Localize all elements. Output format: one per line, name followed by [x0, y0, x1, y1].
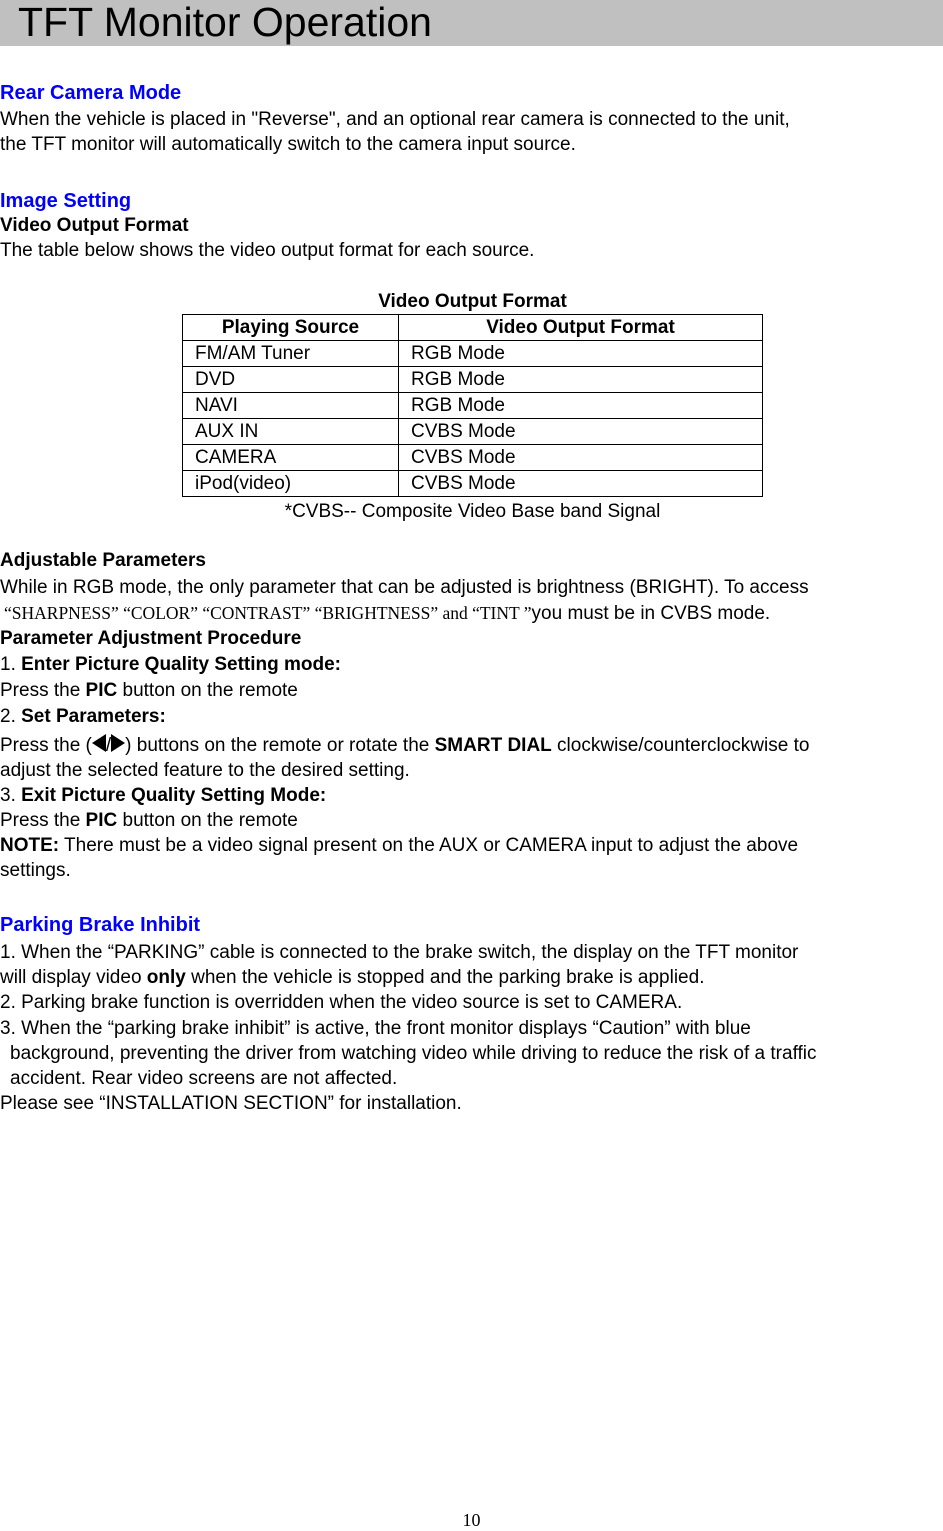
parking-item-3-line-1: 3. When the “parking brake inhibit” is active, the front monitor displays “Caution” with blue: [0, 1018, 751, 1039]
step-number: 3.: [0, 785, 22, 806]
right-arrow-icon: [111, 734, 125, 752]
table-row: [183, 341, 763, 367]
step-number: 2.: [0, 706, 22, 727]
text-fragment: clockwise/counterclockwise to: [551, 735, 810, 756]
page-header-bar: [0, 0, 943, 46]
table-row: [183, 393, 763, 419]
pic-key-label: PIC: [85, 680, 118, 701]
table-cell: iPod(video): [183, 471, 399, 497]
subtitle-video-output-format: Video Output Format: [0, 215, 189, 236]
table-cell: CVBS Mode: [399, 471, 763, 497]
step-1-heading: [0, 653, 341, 677]
table-row: [183, 471, 763, 497]
table-cell: DVD: [183, 367, 399, 393]
page-number: 10: [462, 1510, 481, 1530]
table-header-row: [183, 315, 763, 341]
section-title-image-setting: Image Setting: [0, 190, 132, 212]
table-cell: RGB Mode: [399, 341, 763, 367]
subtitle-adjustable-parameters: Adjustable Parameters: [0, 550, 206, 571]
slash: /: [105, 735, 112, 756]
table-cell: CVBS Mode: [399, 445, 763, 471]
step-3-heading: [0, 784, 326, 808]
pic-key-label: PIC: [85, 810, 118, 831]
text-fragment: will display video: [0, 967, 147, 988]
table-cell: CAMERA: [183, 445, 399, 471]
rear-camera-text-2: the TFT monitor will automatically switch to the camera input source.: [0, 134, 576, 155]
parking-item-3-line-2: background, preventing the driver from watching video while driving to reduce the risk of a traffic: [10, 1043, 817, 1064]
table-cell: RGB Mode: [399, 393, 763, 419]
text-fragment: when the vehicle is stopped and the parking brake is applied.: [185, 967, 705, 988]
step-2-text-2: adjust the selected feature to the desired setting.: [0, 760, 410, 781]
parking-item-2: 2. Parking brake function is overridden when the video source is set to CAMERA.: [0, 992, 683, 1013]
section-title-parking-brake: Parking Brake Inhibit: [0, 914, 201, 936]
page-title: TFT Monitor Operation: [18, 0, 432, 45]
table-footnote: *CVBS-- Composite Video Base band Signal: [284, 501, 661, 522]
text-fragment: Press the (: [0, 735, 92, 756]
step-title: Enter Picture Quality Setting mode:: [21, 654, 342, 675]
image-setting-intro: The table below shows the video output format for each source.: [0, 240, 535, 261]
table-caption: Video Output Format: [378, 291, 567, 312]
text-fragment: button on the remote: [117, 810, 298, 831]
adjustable-text-2: [4, 601, 770, 626]
note-text: There must be a video signal present on the AUX or CAMERA input to adjust the above: [59, 835, 799, 856]
table-cell: AUX IN: [183, 419, 399, 445]
text-fragment: button on the remote: [117, 680, 298, 701]
step-title: Exit Picture Quality Setting Mode:: [21, 785, 327, 806]
step-1-text: [0, 679, 298, 703]
table-header-cell: Playing Source: [183, 315, 399, 341]
video-output-format-table: [182, 314, 763, 497]
adjustable-text-1: While in RGB mode, the only parameter that can be adjusted is brightness (BRIGHT). To access: [0, 577, 809, 598]
step-3-text: [0, 809, 298, 833]
parameter-names: “SHARPNESS” “COLOR” “CONTRAST” “BRIGHTNESS” and “TINT ”: [4, 603, 532, 623]
installation-reference: Please see “INSTALLATION SECTION” for installation.: [0, 1093, 462, 1114]
step-2-text: [0, 734, 809, 758]
step-number: 1.: [0, 654, 22, 675]
note-text-2: settings.: [0, 860, 71, 881]
text-fragment: Press the: [0, 680, 86, 701]
table-row: [183, 367, 763, 393]
step-title: Set Parameters:: [21, 706, 166, 727]
table-row: [183, 445, 763, 471]
table-cell: CVBS Mode: [399, 419, 763, 445]
table-row: [183, 419, 763, 445]
note: [0, 834, 798, 858]
smart-dial-label: SMART DIAL: [434, 735, 552, 756]
subtitle-procedure: Parameter Adjustment Procedure: [0, 628, 302, 649]
rear-camera-text-1: When the vehicle is placed in "Reverse", and an optional rear camera is connected to the unit,: [0, 109, 790, 130]
emphasis-only: only: [146, 967, 186, 988]
table-cell: NAVI: [183, 393, 399, 419]
note-label: NOTE:: [0, 835, 60, 856]
table-cell: FM/AM Tuner: [183, 341, 399, 367]
table-header-cell: Video Output Format: [399, 315, 763, 341]
table-cell: RGB Mode: [399, 367, 763, 393]
step-2-heading: [0, 705, 166, 729]
text-fragment: ) buttons on the remote or rotate the: [125, 735, 435, 756]
parking-item-1-line-1: 1. When the “PARKING” cable is connected to the brake switch, the display on the TFT monitor: [0, 942, 799, 963]
text-fragment: Press the: [0, 810, 86, 831]
left-arrow-icon: [92, 734, 106, 752]
cvbs-requirement: you must be in CVBS mode.: [531, 603, 771, 624]
parking-item-3-line-3: accident. Rear video screens are not affected.: [10, 1068, 398, 1089]
parking-item-1-line-2: [0, 966, 704, 990]
section-title-rear-camera: Rear Camera Mode: [0, 82, 182, 104]
